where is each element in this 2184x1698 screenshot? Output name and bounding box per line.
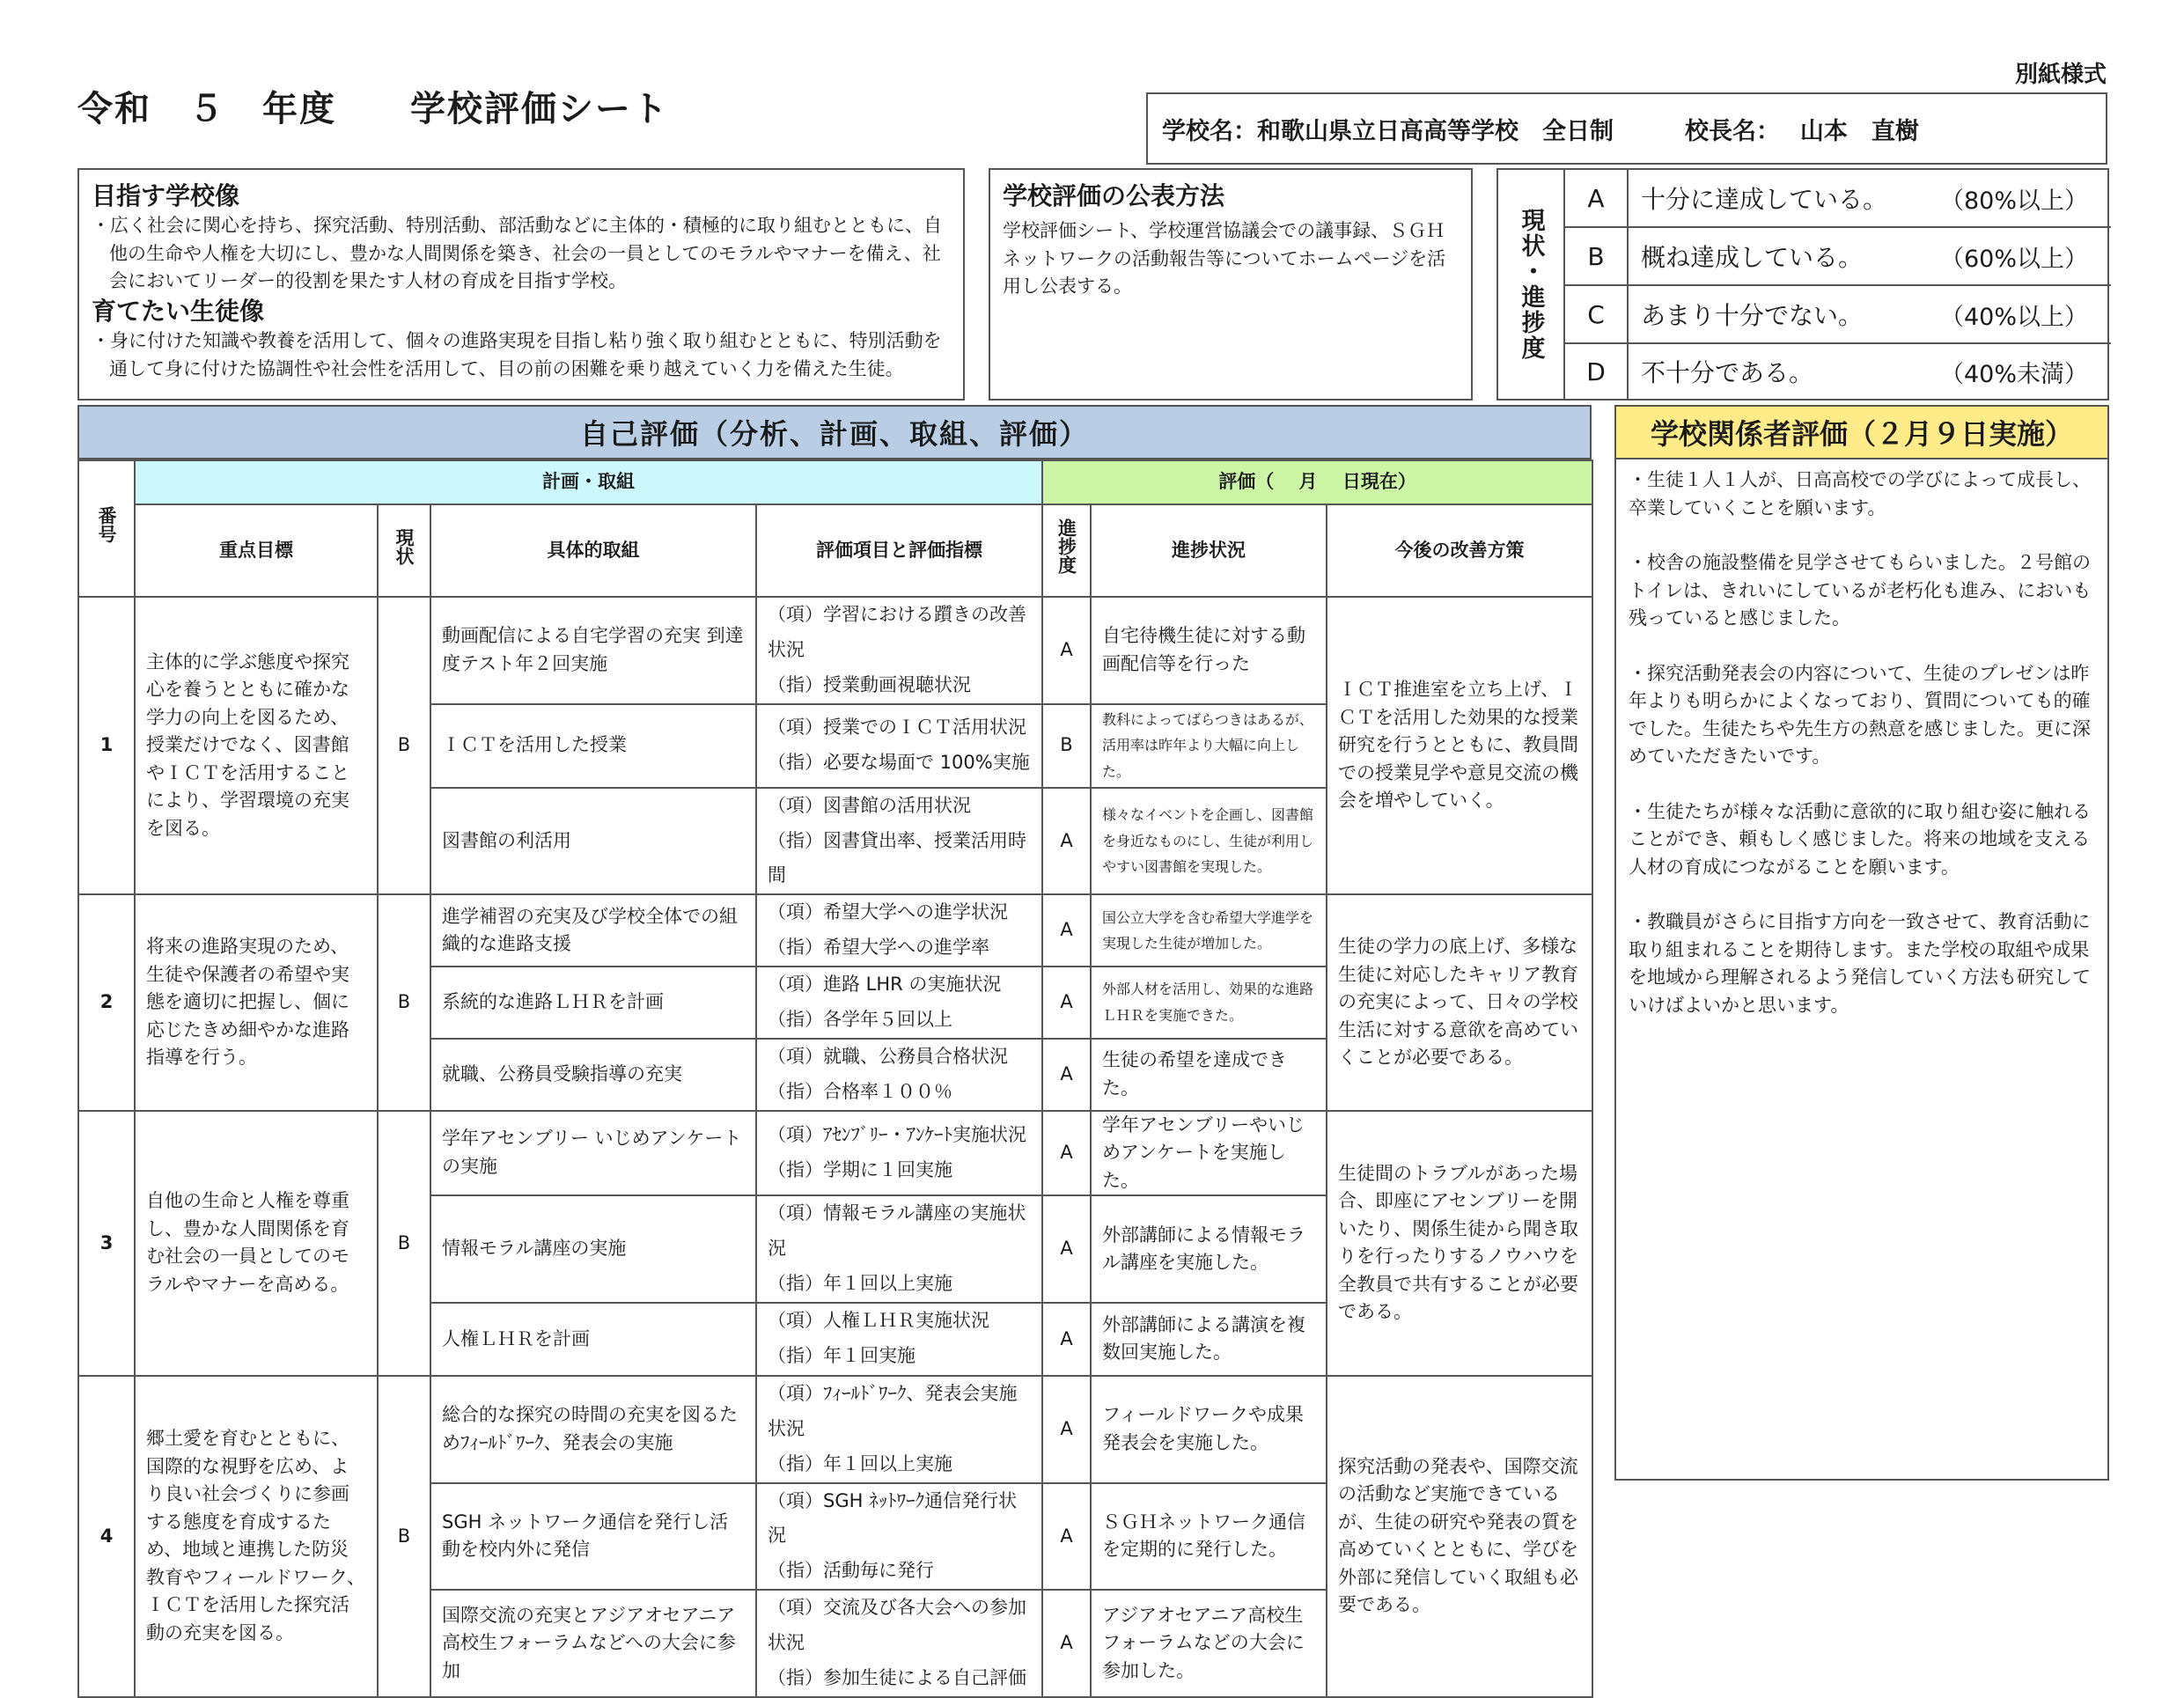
school-vision-heading: 目指す学校像 xyxy=(92,181,240,210)
stakeholder-comment: ・探究活動発表会の内容について、生徒のプレゼンは昨年よりも明らかによくなっており、質問についても的確でした。生徒たちや先生方の熱意を感じました。更に深めていただきたいです。 xyxy=(1629,662,2091,767)
page-title: 令和 ５ 年度 学校評価シート xyxy=(77,89,669,129)
scale-text: 概ね達成している。 xyxy=(1641,243,1864,272)
publish-method-box xyxy=(989,168,1473,401)
indicator-cell: （項）授業でのＩＣＴ活用状況 （指）必要な場面で 100%実施 xyxy=(756,704,1042,788)
grade-cell: A xyxy=(1042,788,1091,895)
scale-row-c xyxy=(1565,286,2111,344)
row-number: 2 xyxy=(78,894,135,1110)
scale-text: 十分に達成している。 xyxy=(1641,185,1888,214)
scale-percent: （80%以上） xyxy=(1940,187,2089,215)
action-cell: 人権ＬＨＲを計画 xyxy=(430,1303,756,1376)
school-info-box: 学校名：和歌山県立日高高等学校 全日制 校長名： 山本 直樹 xyxy=(1146,92,2107,165)
goal-cell: 自他の生命と人権を尊重し、豊かな人間関係を育む社会の一員としてのモラルやマナーを高める。 xyxy=(135,1111,378,1376)
stakeholder-comment: ・生徒たちが様々な活動に意欲的に取り組む姿に触れることができ、頼もしく感じました。将来の地域を支える人材の育成につながることを願います。 xyxy=(1629,800,2091,878)
grade-cell: B xyxy=(1042,704,1091,788)
publish-method-text: 学校評価シート、学校運営協議会での議事録、ＳＧＨネットワークの活動報告等についてホームページを活用し公表する。 xyxy=(1003,220,1446,298)
vision-box xyxy=(77,168,965,401)
table-row xyxy=(78,1111,1592,1196)
col-header-number: 番号 xyxy=(78,460,135,597)
progress-cell: 外部講師による情報モラル講座を実施した。 xyxy=(1091,1195,1327,1303)
indicator-cell: （項）情報モラル講座の実施状況 （指）年１回以上実施 xyxy=(756,1195,1042,1303)
self-eval-title: 自己評価（分析、計画、取組、評価） xyxy=(77,405,1592,459)
progress-cell: 外部人材を活用し、効果的な進路ＬＨＲを実施できた。 xyxy=(1091,967,1327,1039)
grade-cell: A xyxy=(1042,1590,1091,1697)
plan-header: 計画・取組 xyxy=(135,460,1042,504)
scale-percent: （40%以上） xyxy=(1940,303,2089,331)
scale-letter: D xyxy=(1565,344,1629,399)
eval-header: 評価（ 月 日現在） xyxy=(1042,460,1592,504)
scale-text: 不十分である。 xyxy=(1641,358,1814,387)
indicator-cell: （項）希望大学への進学状況 （指）希望大学への進学率 xyxy=(756,894,1042,967)
grade-cell: A xyxy=(1042,1111,1091,1196)
goal-cell: 主体的に学ぶ態度や探究心を養うとともに確かな学力の向上を図るため、授業だけでなく、図書館やＩＣＴを活用することにより、学習環境の充実を図る。 xyxy=(135,597,378,894)
col-header-goal: 重点目標 xyxy=(135,504,378,597)
grade-scale xyxy=(1496,168,2109,401)
col-header-action: 具体的取組 xyxy=(430,504,756,597)
scale-letter: B xyxy=(1565,228,1629,284)
grade-cell: A xyxy=(1042,1483,1091,1591)
action-cell: 学年アセンブリー いじめアンケートの実施 xyxy=(430,1111,756,1196)
grade-cell: A xyxy=(1042,894,1091,967)
form-label: 別紙様式 xyxy=(2014,62,2107,88)
action-cell: 進学補習の充実及び学校全体での組織的な進路支援 xyxy=(430,894,756,967)
table-row xyxy=(78,894,1592,967)
scale-percent: （40%未満） xyxy=(1940,360,2089,388)
goal-cell: 郷土愛を育むとともに、国際的な視野を広め、より良い社会づくりに参画する態度を育成するため、地域と連携した防災教育やフィールドワーク、ＩＣＴを活用した探究活動の充実を図る。 xyxy=(135,1376,378,1697)
progress-cell: 生徒の希望を達成できた。 xyxy=(1091,1039,1327,1111)
school-vision-text: ・広く社会に関心を持ち、探究活動、特別活動、部活動などに主体的・積極的に取り組むとともに、自他の生命や人権を大切にし、豊かな人間関係を築き、社会の一員としてのモラルやマナーを備え、社会においてリーダー的役割を果たす人材の育成を目指す学校。 xyxy=(92,215,942,292)
indicator-cell: （項）SGH ﾈｯﾄﾜｰｸ通信発行状況 （指）活動毎に発行 xyxy=(756,1483,1042,1591)
improve-cell: 生徒の学力の底上げ、多様な生徒に対応したキャリア教育の充実によって、日々の学校生活に対する意欲を高めていくことが必要である。 xyxy=(1327,894,1592,1110)
student-vision-heading: 育てたい生徒像 xyxy=(92,296,265,326)
student-vision-text: ・身に付けた知識や教養を活用して、個々の進路実現を目指し粘り強く取り組むとともに、特別活動を通して身に付けた協調性や社会性を活用して、目の前の困難を乗り越えていく力を備えた生徒。 xyxy=(92,330,942,379)
grade-cell: A xyxy=(1042,1195,1091,1303)
progress-cell: 様々なイベントを企画し、図書館を身近なものにし、生徒が利用しやすい図書館を実現した。 xyxy=(1091,788,1327,895)
scale-row-d xyxy=(1565,344,2111,399)
scale-text: あまり十分でない。 xyxy=(1641,301,1864,330)
col-header-indicator: 評価項目と評価指標 xyxy=(756,504,1042,597)
stakeholder-eval-body xyxy=(1614,459,2109,1481)
progress-cell: ＳＧＨネットワーク通信を定期的に発行した。 xyxy=(1091,1483,1327,1591)
improve-cell: ＩＣＴ推進室を立ち上げ、ＩＣＴを活用した効果的な授業研究を行うとともに、教員間での授業見学や意見交流の機会を増やしていく。 xyxy=(1327,597,1592,894)
improve-cell: 探究活動の発表や、国際交流の活動など実施できているが、生徒の研究や発表の質を高めていくとともに、学びを外部に発信していく取組も必要である。 xyxy=(1327,1376,1592,1697)
col-header-progress: 進捗状況 xyxy=(1091,504,1327,597)
progress-cell: 教科によってばらつきはあるが、活用率は昨年より大幅に向上した。 xyxy=(1091,704,1327,788)
action-cell: 情報モラル講座の実施 xyxy=(430,1195,756,1303)
action-cell: ＩＣＴを活用した授業 xyxy=(430,704,756,788)
scale-row-b xyxy=(1565,228,2111,286)
indicator-cell: （項）交流及び各大会への参加状況 （指）参加生徒による自己評価 xyxy=(756,1590,1042,1697)
self-eval-table xyxy=(77,459,1593,1698)
indicator-cell: （項）図書館の活用状況 （指）図書貸出率、授業活用時間 xyxy=(756,788,1042,895)
indicator-cell: （項）就職、公務員合格状況 （指）合格率１００％ xyxy=(756,1039,1042,1111)
indicator-cell: （項）進路 LHR の実施状況 （指）各学年５回以上 xyxy=(756,967,1042,1039)
action-cell: 国際交流の充実とアジアオセアニア高校生フォーラムなどへの大会に参加 xyxy=(430,1590,756,1697)
action-cell: 系統的な進路ＬＨＲを計画 xyxy=(430,967,756,1039)
row-number: 4 xyxy=(78,1376,135,1697)
improve-cell: 生徒間のトラブルがあった場合、即座にアセンブリーを開いたり、関係生徒から聞き取りを行ったりするノウハウを全教員で共有することが必要である。 xyxy=(1327,1111,1592,1376)
action-cell: 動画配信による自宅学習の充実 到達度テスト年２回実施 xyxy=(430,597,756,704)
indicator-cell: （項）人権ＬＨＲ実施状況 （指）年１回実施 xyxy=(756,1303,1042,1376)
stakeholder-comment: ・生徒１人１人が、日高高校での学びによって成長し、卒業していくことを願います。 xyxy=(1629,469,2091,518)
current-cell: B xyxy=(378,1111,430,1376)
action-cell: 図書館の利活用 xyxy=(430,788,756,895)
col-header-grade: 進捗度 xyxy=(1042,504,1091,597)
current-cell: B xyxy=(378,1376,430,1697)
goal-cell: 将来の進路実現のため、生徒や保護者の希望や実態を適切に把握し、個に応じたきめ細やかな進路指導を行う。 xyxy=(135,894,378,1110)
grade-cell: A xyxy=(1042,597,1091,704)
action-cell: 就職、公務員受験指導の充実 xyxy=(430,1039,756,1111)
current-cell: B xyxy=(378,894,430,1110)
table-row xyxy=(78,1376,1592,1483)
row-number: 1 xyxy=(78,597,135,894)
progress-cell: 外部講師による講演を複数回実施した。 xyxy=(1091,1303,1327,1376)
indicator-cell: （項）ｱｾﾝﾌﾞﾘｰ・ｱﾝｹｰﾄ実施状況 （指）学期に１回実施 xyxy=(756,1111,1042,1196)
progress-cell: 国公立大学を含む希望大学進学を実現した生徒が増加した。 xyxy=(1091,894,1327,967)
table-row xyxy=(78,597,1592,704)
progress-cell: 自宅待機生徒に対する動画配信等を行った xyxy=(1091,597,1327,704)
scale-letter: C xyxy=(1565,286,1629,342)
grade-scale-tag: 現状・進捗度 xyxy=(1498,170,1565,399)
action-cell: 総合的な探究の時間の充実を図るためﾌｨｰﾙﾄﾞﾜｰｸ、発表会の実施 xyxy=(430,1376,756,1483)
grade-cell: A xyxy=(1042,1376,1091,1483)
grade-cell: A xyxy=(1042,967,1091,1039)
progress-cell: アジアオセアニア高校生フォーラムなどの大会に参加した。 xyxy=(1091,1590,1327,1697)
action-cell: SGH ネットワーク通信を発行し活動を校内外に発信 xyxy=(430,1483,756,1591)
col-header-current: 現状 xyxy=(378,504,430,597)
scale-percent: （60%以上） xyxy=(1940,245,2089,273)
publish-method-heading: 学校評価の公表方法 xyxy=(1003,181,1225,210)
stakeholder-comment: ・校舎の施設整備を見学させてもらいました。２号館のトイレは、きれいにしているが老朽化も進み、においも残っていると感じました。 xyxy=(1629,552,2092,628)
current-cell: B xyxy=(378,597,430,894)
col-header-improve: 今後の改善方策 xyxy=(1327,504,1592,597)
grade-cell: A xyxy=(1042,1303,1091,1376)
indicator-cell: （項）学習における躓きの改善状況 （指）授業動画視聴状況 xyxy=(756,597,1042,704)
row-number: 3 xyxy=(78,1111,135,1376)
grade-cell: A xyxy=(1042,1039,1091,1111)
scale-letter: A xyxy=(1565,170,1629,226)
progress-cell: 学年アセンブリーやいじめアンケートを実施した。 xyxy=(1091,1111,1327,1196)
stakeholder-comment: ・教職員がさらに目指す方向を一致させて、教育活動に取り組まれることを期待します。また学校の取組や成果を地域から理解されるよう発信していく方法も研究していけばよいかと思います。 xyxy=(1629,911,2091,1016)
indicator-cell: （項）ﾌｨｰﾙﾄﾞﾜｰｸ、発表会実施状況 （指）年１回以上実施 xyxy=(756,1376,1042,1483)
scale-row-a xyxy=(1565,170,2111,228)
stakeholder-eval-title: 学校関係者評価（２月９日実施） xyxy=(1614,405,2109,459)
progress-cell: フィールドワークや成果発表会を実施した。 xyxy=(1091,1376,1327,1483)
